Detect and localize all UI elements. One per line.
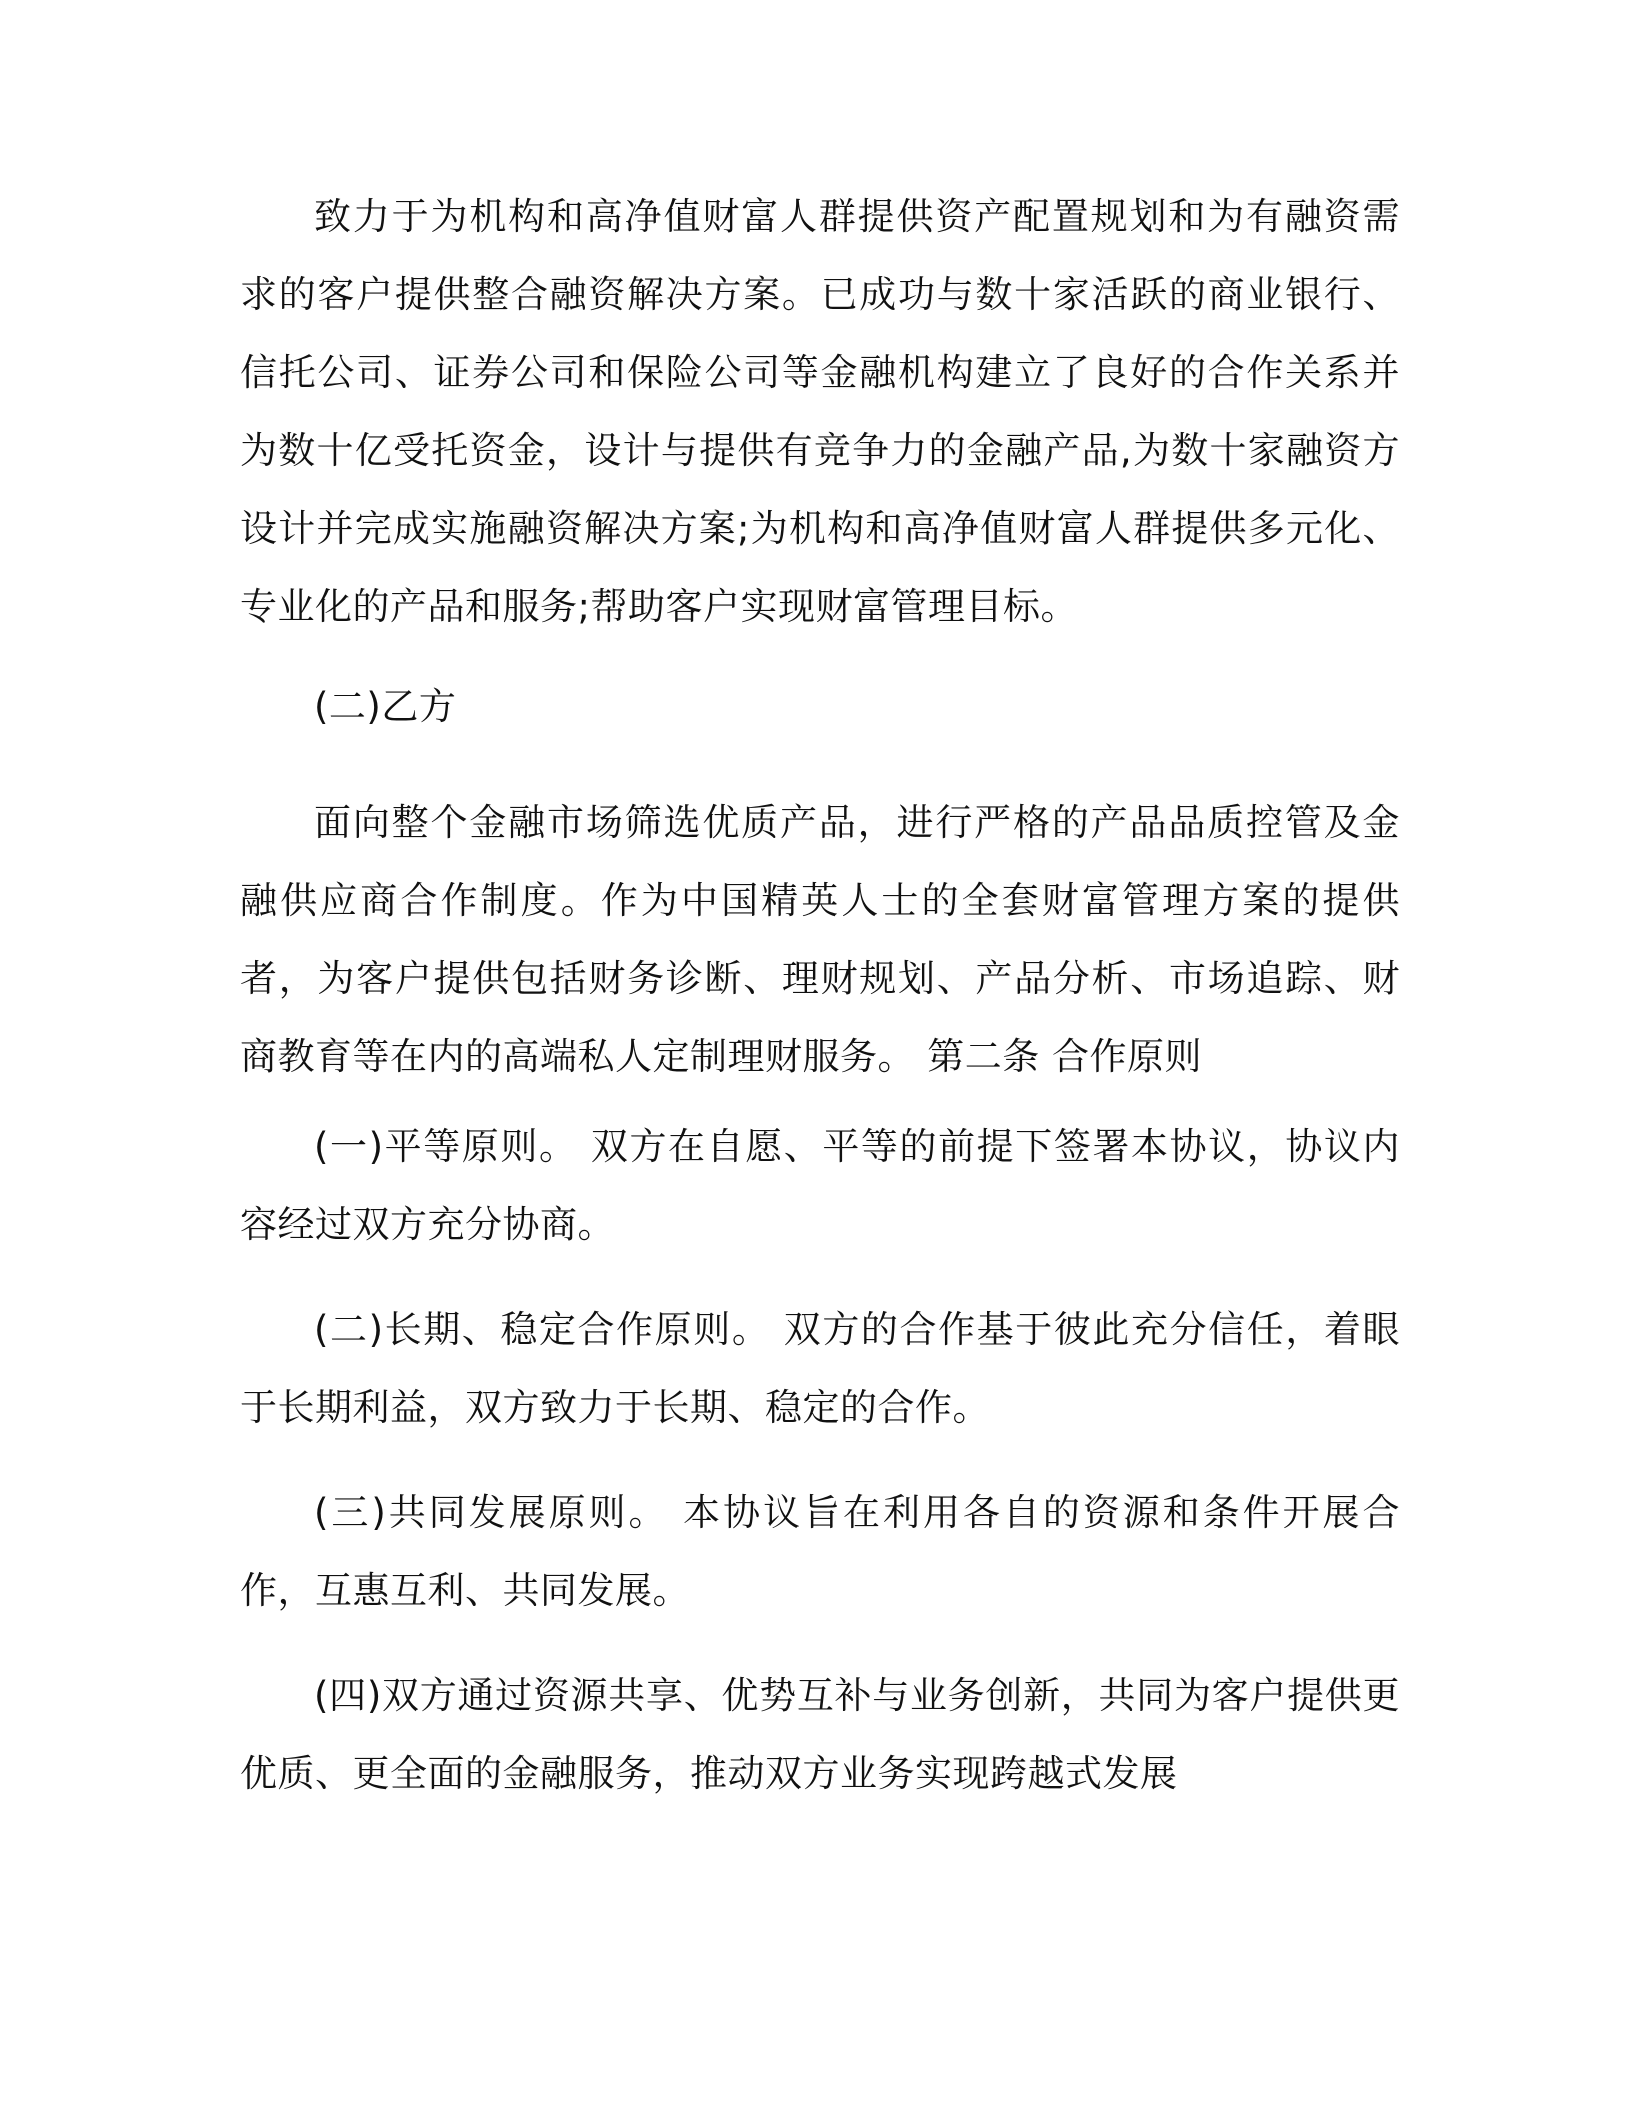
paragraph-party-a-description: 致力于为机构和高净值财富人群提供资产配置规划和为有融资需求的客户提供整合融资解决方案。已成功与数十家活跃的商业银行、信托公司、证券公司和保险公司等金融机构建立了良好的合作关系并为数十亿受托资金，设计与提供有竞争力的金融产品,为数十家融资方设计并完成实施融资解决方案;为机构和高净值财富人群提供多元化、专业化的产品和服务;帮助客户实现财富管理目标。: [240, 195, 1400, 628]
paragraph-party-b-description: 面向整个金融市场筛选优质产品，进行严格的产品品质控管及金融供应商合作制度。作为中国精英人士的全套财富管理方案的提供者，为客户提供包括财务诊断、理财规划、产品分析、市场追踪、财商教育等在内的高端私人定制理财服务。 第二条 合作原则: [240, 801, 1400, 1078]
heading-party-b: (二)乙方: [314, 685, 457, 728]
paragraph-principle-long-term: (二)长期、稳定合作原则。 双方的合作基于彼此充分信任，着眼于长期利益，双方致力于长期、稳定的合作。: [240, 1308, 1400, 1429]
paragraph-principle-equality: (一)平等原则。 双方在自愿、平等的前提下签署本协议，协议内容经过双方充分协商。: [240, 1125, 1400, 1246]
paragraph-principle-resource-sharing: (四)双方通过资源共享、优势互补与业务创新，共同为客户提供更优质、更全面的金融服务，推动双方业务实现跨越式发展: [240, 1674, 1400, 1795]
paragraph-principle-common-development: (三)共同发展原则。 本协议旨在利用各自的资源和条件开展合作，互惠互利、共同发展。: [240, 1491, 1400, 1612]
